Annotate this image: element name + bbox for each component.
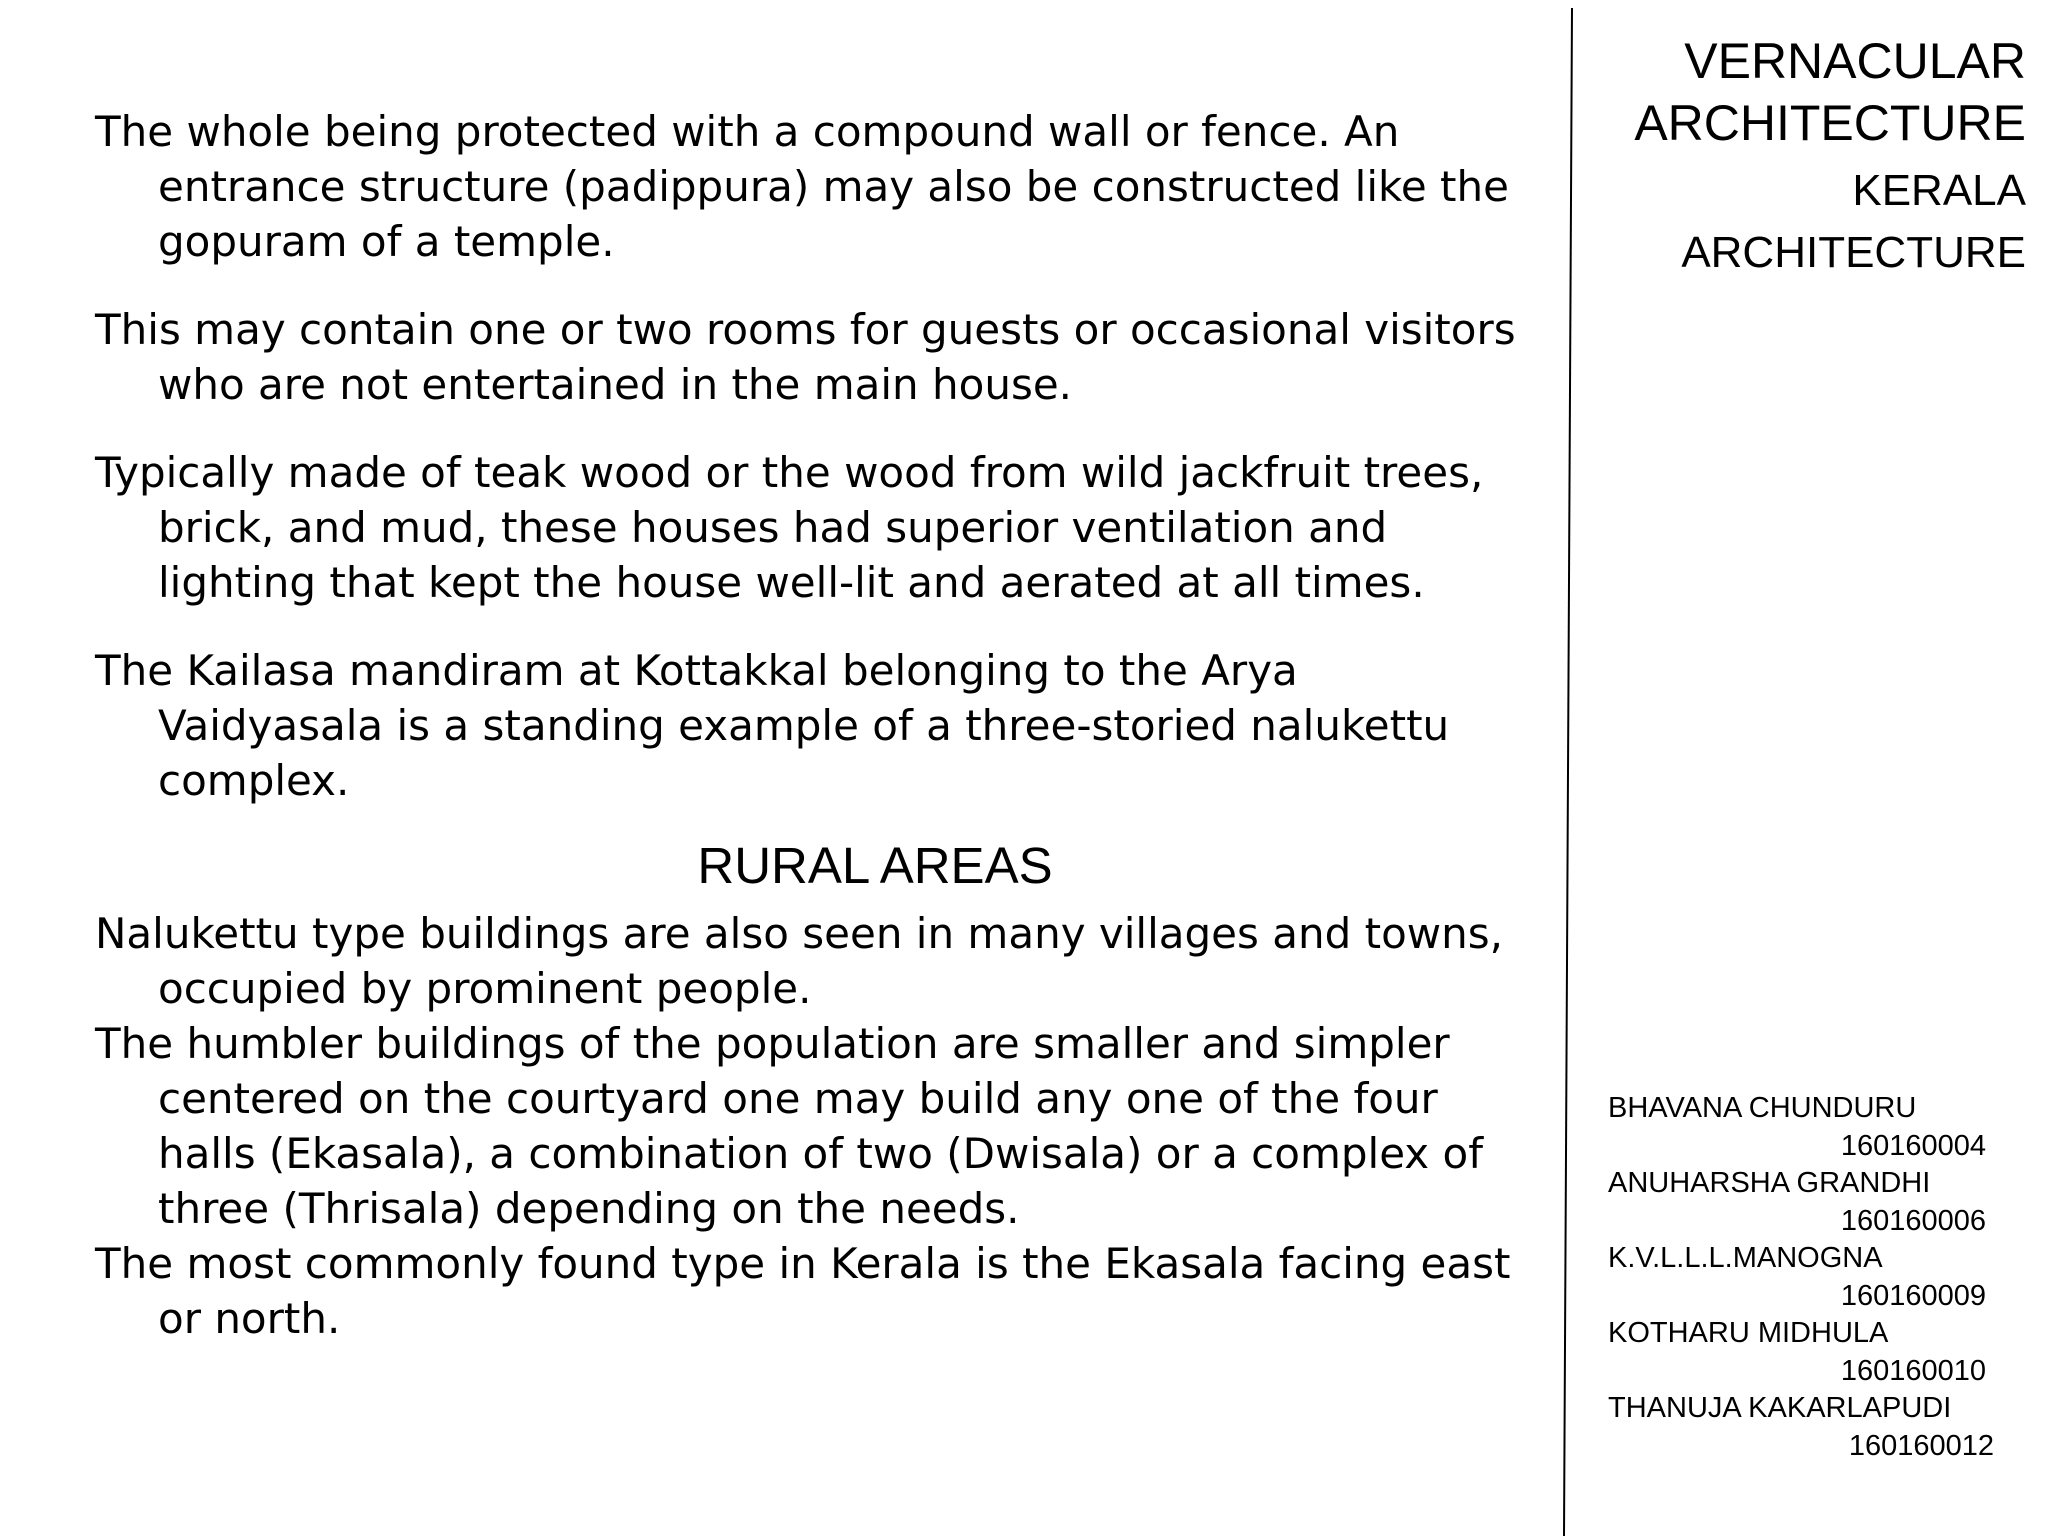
vertical-divider xyxy=(1563,8,1573,1536)
subtitle-line-1: KERALA xyxy=(1852,166,2026,215)
member-id: 160160012 xyxy=(1848,1429,1994,1462)
team-members-list xyxy=(1608,1090,1998,1465)
member-name: ANUHARSHA GRANDHI xyxy=(1608,1167,1931,1199)
member-id: 160160010 xyxy=(1840,1354,1986,1387)
main-content xyxy=(95,104,1525,1346)
member-name: THANUJA KAKARLAPUDI xyxy=(1608,1392,1952,1424)
member-name: KOTHARU MIDHULA xyxy=(1608,1317,1889,1349)
section-heading-rural-areas: RURAL AREAS xyxy=(697,837,1053,894)
paragraph-kailasa-mandiram: The Kailasa mandiram at Kottakkal belonging to the Arya Vaidyasala is a standing example of a three-storied nalukettu complex. xyxy=(95,646,1450,805)
paragraph-guest-rooms: This may contain one or two rooms for guests or occasional visitors who are not entertained in the main house. xyxy=(95,305,1516,409)
member-id: 160160009 xyxy=(1840,1279,1986,1312)
member-name: K.V.L.L.L.MANOGNA xyxy=(1608,1242,1883,1274)
member-id: 160160006 xyxy=(1840,1204,1986,1237)
member-name: BHAVANA CHUNDURU xyxy=(1608,1092,1917,1124)
title-line-2: ARCHITECTURE xyxy=(1634,95,2026,151)
member-id: 160160004 xyxy=(1840,1129,1986,1162)
title-line-1: VERNACULAR xyxy=(1684,33,2026,89)
subtitle-line-2: ARCHITECTURE xyxy=(1681,228,2026,277)
paragraph-materials: Typically made of teak wood or the wood from wild jackfruit trees, brick, and mud, these houses had superior ventilation and lighting that kept the house well-lit and aerated at all times. xyxy=(95,448,1484,607)
paragraph-nalukettu-villages: Nalukettu type buildings are also seen in many villages and towns, occupied by prominent people. xyxy=(95,909,1503,1013)
paragraph-ekasala: The most commonly found type in Kerala is the Ekasala facing east or north. xyxy=(95,1239,1511,1343)
paragraph-humbler-buildings: The humbler buildings of the population are smaller and simpler centered on the courtyard one may build any one of the four halls (Ekasala), a combination of two (Dwisala) or a complex of three (Thrisala) depending on the needs. xyxy=(95,1019,1483,1233)
slide-title-block xyxy=(1634,30,2026,278)
paragraph-compound-wall: The whole being protected with a compound wall or fence. An entrance structure (padippura) may also be constructed like the gopuram of a temple. xyxy=(95,107,1509,266)
